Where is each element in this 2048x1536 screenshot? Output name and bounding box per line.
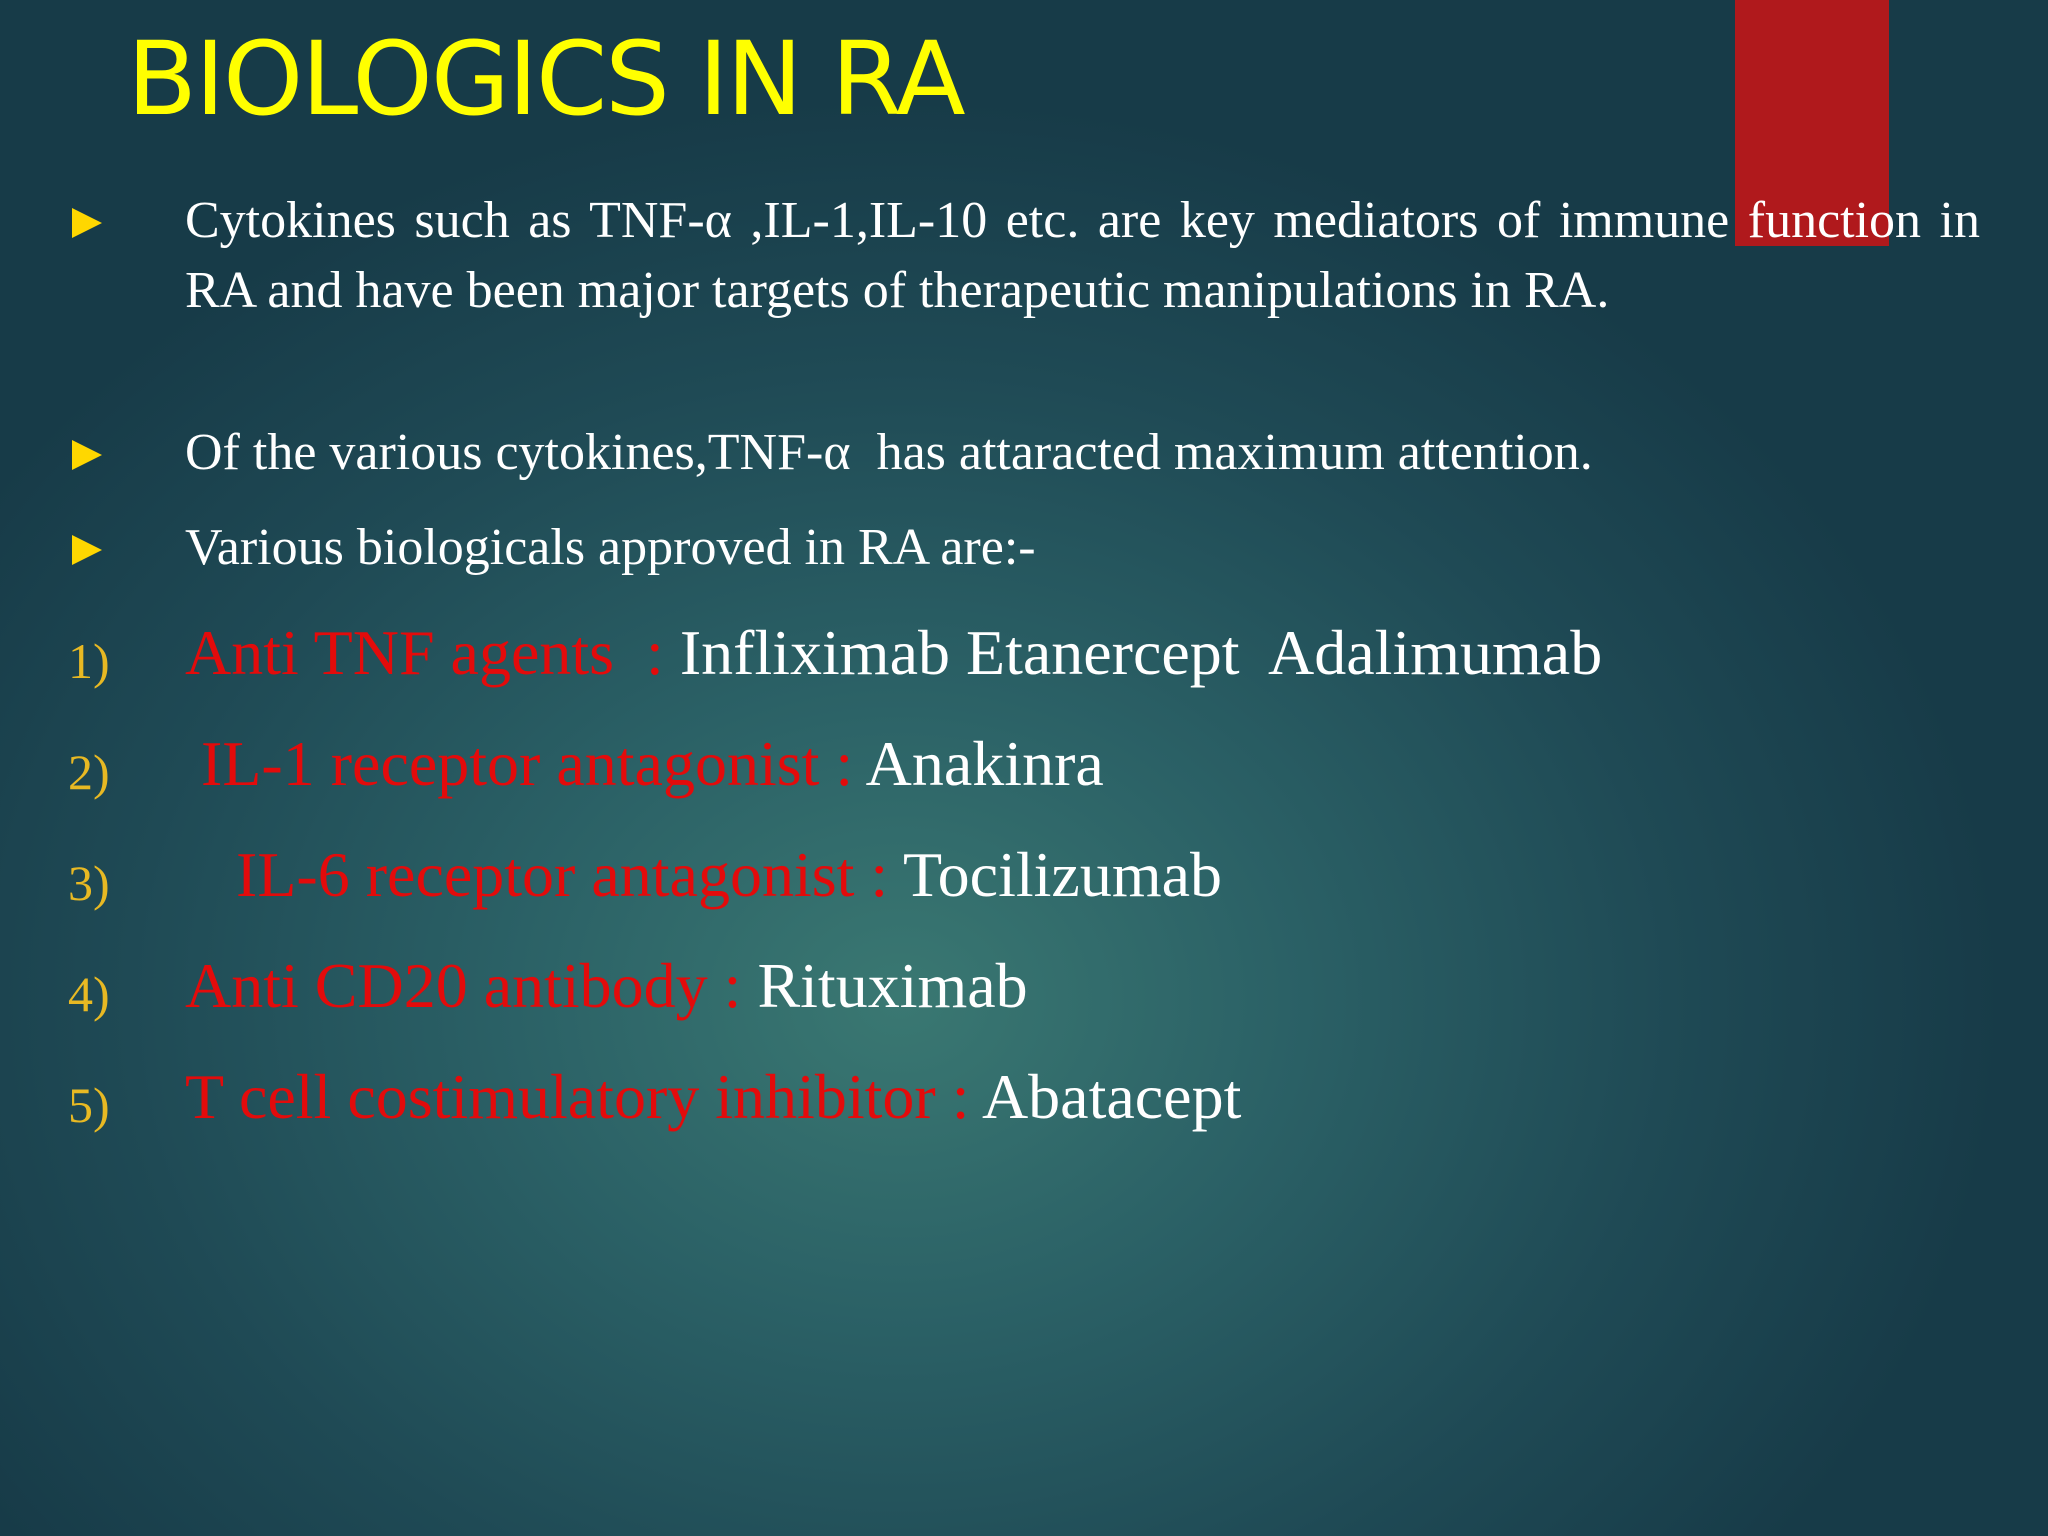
item-line xyxy=(185,941,1028,1031)
triangle-bullet-icon xyxy=(72,440,102,470)
item-number: 1) xyxy=(68,633,110,689)
item-category: IL-1 receptor antagonist : xyxy=(201,728,866,799)
item-line xyxy=(236,830,1222,920)
bullet-text: Various biologicals approved in RA are:- xyxy=(185,519,1036,576)
numbered-item xyxy=(0,719,2048,809)
numbered-item xyxy=(0,830,2048,920)
triangle-bullet-icon xyxy=(72,208,102,238)
numbered-item xyxy=(0,1052,2048,1142)
item-drugs: Rituximab xyxy=(757,950,1028,1021)
item-drugs: Tocilizumab xyxy=(903,839,1222,910)
item-number: 5) xyxy=(68,1077,110,1133)
numbered-item xyxy=(0,608,2048,698)
item-number: 3) xyxy=(68,855,110,911)
item-category: Anti TNF agents : xyxy=(185,617,680,688)
bullet-text: Of the various cytokines,TNF-α has attaracted maximum attention. xyxy=(185,424,1593,481)
item-drugs: Infliximab Etanercept Adalimumab xyxy=(679,617,1603,688)
item-line xyxy=(185,1052,1241,1142)
item-category: Anti CD20 antibody : xyxy=(185,950,758,1021)
item-category: T cell costimulatory inhibitor : xyxy=(185,1061,982,1132)
item-line xyxy=(185,608,1602,698)
item-number: 2) xyxy=(68,744,110,800)
item-number: 4) xyxy=(68,966,110,1022)
item-category: IL-6 receptor antagonist : xyxy=(236,839,904,910)
slide-title: BIOLOGICS IN RA xyxy=(127,20,964,139)
item-line xyxy=(201,719,1104,809)
numbered-item xyxy=(0,941,2048,1031)
item-drugs: Anakinra xyxy=(865,728,1104,799)
bullet-text: Cytokines such as TNF-α ,IL-1,IL-10 etc. are key mediators of immune function in RA and have been major targets of therapeutic manipulations in RA. xyxy=(185,192,1980,319)
triangle-bullet-icon xyxy=(72,535,102,565)
item-drugs: Abatacept xyxy=(981,1061,1242,1132)
